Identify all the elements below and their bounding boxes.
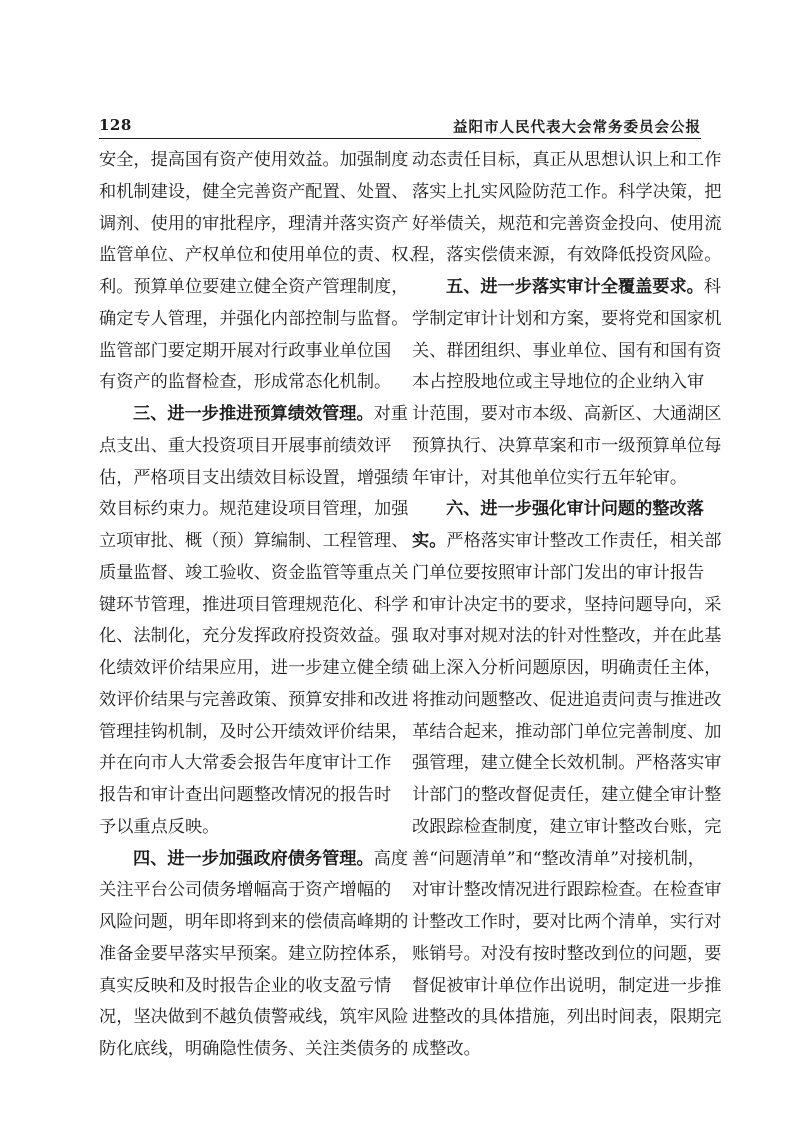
body-text: 利。预算单位要建立健全资产管理制度， — [99, 277, 409, 297]
body-text: 点支出、重大投资项目开展事前绩效评 — [99, 435, 392, 456]
text-line — [99, 939, 409, 971]
body-text: 键环节管理，推进项目管理规范化、科学 — [99, 594, 409, 615]
section-heading: 四、进一步加强政府债务管理。 — [133, 848, 374, 869]
running-header — [99, 114, 701, 138]
text-line — [99, 971, 392, 1003]
text-line — [412, 1002, 722, 1034]
text-line — [412, 463, 702, 495]
body-text: 和机制建设，健全完善资产配置、处置、 — [99, 181, 409, 202]
text-line — [412, 526, 722, 558]
body-text: 改跟踪检查制度，建立审计整改台账，完 — [412, 816, 722, 837]
text-line — [412, 494, 702, 526]
text-line — [412, 907, 722, 939]
body-text: 管理挂钩机制，及时公开绩效评价结果， — [99, 721, 409, 742]
text-line — [99, 717, 409, 749]
text-line — [99, 685, 409, 717]
body-text: 年审计，对其他单位实行五年轮审。 — [412, 467, 688, 488]
text-line — [412, 653, 722, 685]
section-heading: 实。 — [412, 531, 447, 551]
body-text: 将推动问题整改、促进追责问责与推进改 — [412, 689, 722, 710]
text-line — [412, 240, 722, 272]
text-line — [412, 844, 705, 876]
text-line — [412, 367, 705, 399]
text-line — [99, 590, 409, 622]
section-heading: 六、进一步强化审计问题的整改落 — [446, 499, 704, 520]
text-line — [99, 875, 392, 907]
body-text: 立项审批、概（预）算编制、工程管理、 — [99, 531, 409, 551]
section-heading: 三、进一步推进预算绩效管理。 — [133, 404, 374, 424]
body-text: 关、群团组织、事业单位、国有和国有资 — [412, 340, 722, 361]
body-text: 防化底线，明确隐性债务、关注类债务的 — [99, 1039, 409, 1059]
text-line — [412, 875, 722, 907]
body-text: 安全，提高国有资产使用效益。加强制度 — [99, 150, 409, 170]
body-text: 真实反映和及时报告企业的收支盈亏情 — [99, 975, 392, 996]
text-line — [412, 399, 722, 431]
body-text: 监管部门要定期开展对行政事业单位国 — [99, 340, 392, 361]
text-line — [412, 621, 722, 653]
body-text: 予以重点反映。 — [99, 816, 220, 837]
text-line — [99, 463, 409, 495]
text-line — [99, 907, 409, 939]
body-text: 督促被审计单位作出说明，制定进一步推 — [412, 975, 722, 996]
body-text: 程，落实偿债来源，有效降低投资风险。 — [412, 245, 722, 266]
text-line — [99, 1034, 409, 1066]
text-line — [99, 526, 409, 558]
body-text: 有资产的监督检查，形成常态化机制。 — [99, 372, 392, 393]
body-text: 严格落实审计整改工作责任，相关部 — [446, 531, 722, 551]
header-rule — [99, 138, 701, 139]
text-line — [99, 1002, 409, 1034]
text-line — [99, 336, 392, 368]
body-text: 估，严格项目支出绩效目标设置，增强绩 — [99, 467, 409, 488]
text-line — [99, 431, 392, 463]
text-line — [99, 304, 409, 336]
text-line — [412, 177, 722, 209]
body-text: 和审计决定书的要求，坚持问题导向，采 — [412, 594, 722, 615]
body-text: 门单位要按照审计部门发出的审计报告 — [412, 562, 705, 583]
text-line — [412, 304, 722, 336]
text-line — [99, 494, 409, 526]
text-line — [412, 685, 722, 717]
body-text: 监管单位、产权单位和使用单位的责、权、 — [99, 245, 426, 266]
body-text: 对重 — [373, 404, 409, 424]
text-line — [99, 145, 409, 177]
body-text: 报告和审计查出问题整改情况的报告时 — [99, 785, 392, 805]
body-text: 并在向市人大常委会报告年度审计工作 — [99, 753, 392, 774]
page-number: 128 — [99, 116, 132, 134]
body-text: 账销号。对没有按时整改到位的问题，要 — [412, 943, 722, 964]
text-line — [412, 590, 722, 622]
body-text: 成整改。 — [412, 1039, 481, 1059]
body-text: 取对事对规对法的针对性整改，并在此基 — [412, 626, 722, 647]
text-line — [99, 748, 392, 780]
text-line — [412, 209, 722, 241]
body-text: 关注平台公司债务增幅高于资产增幅的 — [99, 880, 392, 901]
section-heading: 五、进一步落实审计全覆盖要求。 — [446, 277, 704, 297]
body-text: 准备金要早落实早预案。建立防控体系， — [99, 943, 409, 964]
text-line — [412, 145, 722, 177]
body-text: 对审计整改情况进行跟踪检查。在检查审 — [412, 880, 722, 901]
text-line — [99, 844, 409, 876]
body-text: 计整改工作时，要对比两个清单，实行对 — [412, 912, 722, 932]
body-text: 风险问题，明年即将到来的偿债高峰期的 — [99, 912, 409, 932]
body-text: 础上深入分析问题原因，明确责任主体， — [412, 658, 722, 678]
left-column — [99, 145, 426, 1066]
text-line — [412, 812, 722, 844]
body-text: 计部门的整改督促责任，建立健全审计整 — [412, 785, 722, 805]
body-text: 科 — [703, 277, 722, 297]
text-line — [412, 939, 722, 971]
body-text: 动态责任目标，真正从思想认识上和工作 — [412, 150, 722, 170]
text-line — [412, 780, 722, 812]
body-text: 高度 — [373, 848, 409, 869]
right-column — [412, 145, 722, 1066]
body-text: 确定专人管理，并强化内部控制与监督。 — [99, 308, 409, 329]
body-text: 进整改的具体措施，列出时间表，限期完 — [412, 1007, 722, 1028]
body-text: 学制定审计计划和方案，要将党和国家机 — [412, 308, 722, 329]
journal-title: 益阳市人民代表大会常务委员会公报 — [453, 120, 701, 136]
body-text: 况，坚决做到不越负债警戒线，筑牢风险 — [99, 1007, 409, 1028]
text-line — [99, 812, 389, 844]
body-text: 计范围，要对市本级、高新区、大通湖区 — [412, 404, 722, 424]
text-line — [99, 653, 409, 685]
body-text: 化绩效评价结果应用，进一步建立健全绩 — [99, 658, 409, 678]
text-line — [412, 336, 722, 368]
text-line — [99, 272, 409, 304]
text-line — [99, 780, 392, 812]
text-line — [412, 748, 722, 780]
text-line — [99, 209, 409, 241]
body-text: 化、法制化，充分发挥政府投资效益。强 — [99, 626, 409, 647]
text-line — [99, 177, 409, 209]
text-line — [412, 971, 722, 1003]
text-line — [412, 717, 722, 749]
text-line — [412, 431, 722, 463]
text-line — [99, 558, 409, 590]
body-text: 质量监督、竣工验收、资金监管等重点关 — [99, 562, 409, 583]
body-text: 革结合起来，推动部门单位完善制度、加 — [412, 721, 722, 742]
text-line — [412, 272, 722, 304]
body-text: 调剂、使用的审批程序，理清并落实资产 — [99, 213, 409, 234]
text-line — [99, 621, 409, 653]
body-text: 落实上扎实风险防范工作。科学决策，把 — [412, 181, 722, 202]
body-text: 效评价结果与完善政策、预算安排和改进 — [99, 689, 409, 710]
body-text: 善“问题清单”和“整改清单”对接机制， — [412, 848, 705, 869]
text-line — [412, 558, 705, 590]
body-text: 本占控股地位或主导地位的企业纳入审 — [412, 372, 705, 393]
text-line — [99, 367, 392, 399]
body-text: 好举债关，规范和完善资金投向、使用流 — [412, 213, 722, 234]
body-text: 预算执行、决算草案和市一级预算单位每 — [412, 435, 722, 456]
text-line — [412, 1034, 702, 1066]
body-text: 强管理，建立健全长效机制。严格落实审 — [412, 753, 722, 774]
text-line — [99, 399, 409, 431]
text-line — [99, 240, 426, 272]
body-text: 效目标约束力。规范建设项目管理，加强 — [99, 499, 409, 520]
